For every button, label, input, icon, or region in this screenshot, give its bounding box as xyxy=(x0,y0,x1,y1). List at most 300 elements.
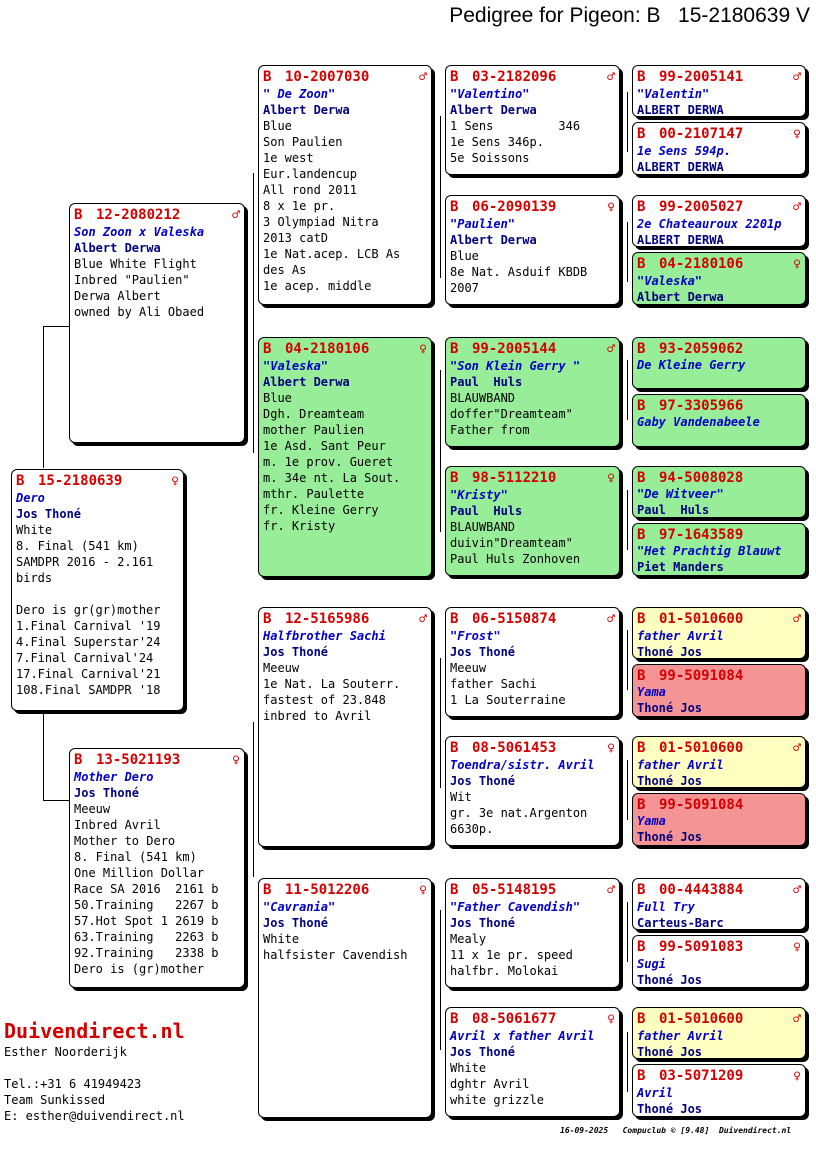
ring-number: 04-2180106 xyxy=(659,256,744,272)
pedigree-note: Wit xyxy=(450,790,472,804)
connector-line xyxy=(627,760,628,820)
country-prefix: B xyxy=(637,69,646,85)
pedigree-note: 11 x 1e pr. speed xyxy=(450,948,573,962)
pedigree-note: 7.Final Carnival'24 xyxy=(16,651,154,665)
pedigree-note: 4.Final Superstar'24 xyxy=(16,635,161,649)
connector-line xyxy=(440,658,441,788)
ring-number: 11-5012206 xyxy=(285,882,370,898)
card-header xyxy=(637,199,801,216)
card-header xyxy=(637,882,801,899)
pedigree-note: 1e Asd. Sant Peur xyxy=(263,439,386,453)
country-prefix: B xyxy=(450,1011,459,1027)
pedigree-note: 50.Training 2267 b xyxy=(74,898,219,912)
pigeon-name: Full Try xyxy=(637,900,695,914)
footer-line xyxy=(4,1060,185,1076)
connector-line xyxy=(43,710,44,800)
ring-number: 01-5010600 xyxy=(659,1011,744,1027)
pigeon-card-g10[interactable] xyxy=(632,664,806,717)
pedigree-note: inbred to Avril xyxy=(263,709,372,723)
pedigree-note: fastest of 23.848 xyxy=(263,693,386,707)
pigeon-card-fmm[interactable] xyxy=(445,466,620,576)
country-prefix: B xyxy=(637,611,646,627)
card-header xyxy=(74,752,240,769)
owner-name: Thoné Jos xyxy=(637,1102,703,1116)
ring-number: 00-2107147 xyxy=(659,126,744,142)
pedigree-note: 1 La Souterraine xyxy=(450,693,566,707)
country-prefix: B xyxy=(637,126,646,142)
ring-number: 97-3305966 xyxy=(659,398,744,414)
female-icon: ♀ xyxy=(419,883,427,898)
card-header xyxy=(637,398,801,414)
ring-number: 99-5091083 xyxy=(659,939,744,955)
ring-number: 12-2080212 xyxy=(96,207,181,223)
pigeon-name: Toendra/sistr. Avril xyxy=(450,758,595,772)
pedigree-note: Inbred Avril xyxy=(74,818,161,832)
pedigree-note: Dero is (gr)mother xyxy=(74,962,205,976)
pigeon-name: "Father Cavendish" xyxy=(450,900,581,914)
pigeon-name: "Het Prachtig Blauwt xyxy=(637,544,782,558)
pedigree-note: des As xyxy=(263,263,307,277)
pedigree-note: 5e Soissons xyxy=(450,151,530,165)
pigeon-name: Mother Dero xyxy=(74,770,154,784)
pedigree-note: 2013 catD xyxy=(263,231,329,245)
female-icon: ♀ xyxy=(607,1012,615,1027)
country-prefix: B xyxy=(637,256,646,272)
male-icon: ♂ xyxy=(607,342,615,357)
pedigree-note: 1e Nat. La Souterr. xyxy=(263,677,401,691)
pigeon-card-mother[interactable] xyxy=(69,748,245,988)
female-icon: ♀ xyxy=(793,1069,801,1084)
ring-number: 99-2005141 xyxy=(659,69,744,85)
pedigree-note: Blue xyxy=(450,249,479,263)
owner-name: Jos Thoné xyxy=(74,786,140,800)
pigeon-name: Avril x father Avril xyxy=(450,1029,595,1043)
owner-name: Paul Huls xyxy=(450,504,523,518)
male-icon: ♂ xyxy=(607,70,615,85)
pedigree-note: White xyxy=(16,523,53,537)
male-icon: ♂ xyxy=(232,208,240,223)
owner-name: Jos Thoné xyxy=(450,916,516,930)
pedigree-note: BLAUWBAND xyxy=(450,520,516,534)
pedigree-note: 92.Training 2338 b xyxy=(74,946,219,960)
country-prefix: B xyxy=(450,470,459,486)
card-header xyxy=(450,740,615,757)
card-header xyxy=(637,1011,801,1028)
pedigree-note: Blue xyxy=(263,391,292,405)
ring-number: 15-2180639 xyxy=(38,473,123,489)
footer-contact xyxy=(4,1018,185,1124)
country-prefix: B xyxy=(450,611,459,627)
connector-line xyxy=(627,222,628,282)
pedigree-note: gr. 3e nat.Argenton xyxy=(450,806,588,820)
female-icon: ♀ xyxy=(171,474,179,489)
brand-name[interactable]: Duivendirect.nl xyxy=(4,1019,185,1043)
pedigree-note: Blue xyxy=(263,119,292,133)
country-prefix: B xyxy=(637,882,646,898)
ring-number: 99-5091084 xyxy=(659,797,744,813)
pedigree-note: Mealy xyxy=(450,932,487,946)
pedigree-note: White xyxy=(450,1061,487,1075)
page-title: Pedigree for Pigeon: B 15-2180639 V xyxy=(449,4,810,27)
card-header xyxy=(637,341,801,357)
pigeon-name: De Kleine Gerry xyxy=(637,358,746,372)
pigeon-name: "Frost" xyxy=(450,629,501,643)
pedigree-note: Paul Huls Zonhoven xyxy=(450,552,581,566)
connector-line xyxy=(43,326,69,327)
pedigree-note: Father from xyxy=(450,423,530,437)
ring-number: 06-2090139 xyxy=(472,199,557,215)
male-icon: ♂ xyxy=(793,70,801,85)
pedigree-note: Meeuw xyxy=(450,661,487,675)
pigeon-card-fff[interactable] xyxy=(445,65,620,175)
print-stamp: 16-09-2025 Compuclub © [9.48] Duivendirect.nl xyxy=(560,1126,792,1135)
owner-name: Albert Derwa xyxy=(450,103,537,117)
country-prefix: B xyxy=(74,207,83,223)
pigeon-name: "Valeska" xyxy=(637,274,703,288)
pigeon-name: "Kristy" xyxy=(450,488,508,502)
pedigree-note: Son Paulien xyxy=(263,135,343,149)
female-icon: ♀ xyxy=(607,471,615,486)
pedigree-note: 17.Final Carnival'21 xyxy=(16,667,161,681)
pedigree-note: All rond 2011 xyxy=(263,183,357,197)
pedigree-note: 1e west xyxy=(263,151,314,165)
pedigree-note: Inbred "Paulien" xyxy=(74,273,190,287)
female-icon: ♀ xyxy=(419,342,427,357)
ring-number: 94-5008028 xyxy=(659,470,744,486)
pigeon-card-g1[interactable] xyxy=(632,65,806,117)
connector-line xyxy=(627,92,628,152)
pigeon-name: 2e Chateauroux 2201p xyxy=(637,217,782,231)
country-prefix: B xyxy=(637,398,646,414)
male-icon: ♂ xyxy=(793,200,801,215)
pedigree-note: dghtr Avril xyxy=(450,1077,530,1091)
country-prefix: B xyxy=(637,797,646,813)
pedigree-note: mother Paulien xyxy=(263,423,365,437)
country-prefix: B xyxy=(263,611,272,627)
connector-line xyxy=(43,326,44,468)
pigeon-card-g4[interactable] xyxy=(632,252,806,305)
pedigree-note: 57.Hot Spot 1 2619 b xyxy=(74,914,219,928)
female-icon: ♀ xyxy=(607,200,615,215)
owner-name: Paul Huls xyxy=(450,375,523,389)
ring-number: 97-1643589 xyxy=(659,527,744,543)
pedigree-note: mthr. Paulette xyxy=(263,487,365,501)
ring-number: 99-2005027 xyxy=(659,199,744,215)
female-icon: ♀ xyxy=(232,753,240,768)
pigeon-card-mf[interactable] xyxy=(258,607,432,847)
owner-name: Jos Thoné xyxy=(450,645,516,659)
country-prefix: B xyxy=(637,1011,646,1027)
pigeon-name: " De Zoon" xyxy=(263,87,336,101)
pigeon-card-g9[interactable] xyxy=(632,607,806,659)
connector-line xyxy=(627,902,628,962)
pedigree-note: Mother to Dero xyxy=(74,834,176,848)
pedigree-note xyxy=(16,586,179,602)
owner-name: Albert Derwa xyxy=(637,290,724,304)
pedigree-note: Meeuw xyxy=(263,661,300,675)
male-icon: ♂ xyxy=(793,1012,801,1027)
footer-line: Esther Noorderijk xyxy=(4,1045,127,1059)
pigeon-name: "Valentino" xyxy=(450,87,530,101)
country-prefix: B xyxy=(450,69,459,85)
country-prefix: B xyxy=(637,199,646,215)
connector-line xyxy=(440,116,441,278)
pigeon-card-g13[interactable] xyxy=(632,878,806,930)
ring-number: 99-2005144 xyxy=(472,341,557,357)
pigeon-name: Sugi xyxy=(637,957,666,971)
pedigree-note: father Sachi xyxy=(450,677,537,691)
owner-name: Jos Thoné xyxy=(263,645,329,659)
card-header xyxy=(450,470,615,487)
card-header xyxy=(637,69,801,86)
pigeon-name: "Son Klein Gerry " xyxy=(450,359,581,373)
pedigree-note: white grizzle xyxy=(450,1093,544,1107)
footer-line: Tel.:+31 6 41949423 xyxy=(4,1077,142,1091)
connector-line xyxy=(440,910,441,1050)
card-header xyxy=(637,126,801,143)
country-prefix: B xyxy=(637,740,646,756)
connector-line xyxy=(253,722,254,877)
owner-name: Thoné Jos xyxy=(637,645,703,659)
pigeon-name: "Valentin" xyxy=(637,87,710,101)
pigeon-name: "Cavrania" xyxy=(263,900,336,914)
pigeon-card-ffm[interactable] xyxy=(445,195,620,305)
pedigree-note: 63.Training 2263 b xyxy=(74,930,219,944)
pigeon-name: Halfbrother Sachi xyxy=(263,629,386,643)
connector-line xyxy=(253,173,254,453)
card-header xyxy=(16,473,179,490)
pigeon-name: Gaby Vandenabeele xyxy=(637,415,760,429)
pedigree-note: halfbr. Molokai xyxy=(450,964,559,978)
owner-name: Jos Thoné xyxy=(450,774,516,788)
pigeon-name: Yama xyxy=(637,685,666,699)
country-prefix: B xyxy=(263,69,272,85)
card-header xyxy=(637,1068,801,1085)
ring-number: 01-5010600 xyxy=(659,611,744,627)
pigeon-card-g15[interactable] xyxy=(632,1007,806,1059)
card-header xyxy=(637,939,801,956)
country-prefix: B xyxy=(637,341,646,357)
pigeon-card-mm[interactable] xyxy=(258,878,432,1118)
pigeon-card-subject[interactable] xyxy=(11,469,184,711)
pedigree-note: duivin"Dreamteam" xyxy=(450,536,573,550)
ring-number: 08-5061677 xyxy=(472,1011,557,1027)
card-header xyxy=(637,256,801,273)
pedigree-note: 8 x 1e pr. xyxy=(263,199,336,213)
pigeon-card-fmf[interactable] xyxy=(445,337,620,447)
male-icon: ♂ xyxy=(793,883,801,898)
pedigree-note: 1e Sens 346p. xyxy=(450,135,544,149)
card-header xyxy=(637,797,801,813)
pigeon-card-g6[interactable] xyxy=(632,394,806,447)
country-prefix: B xyxy=(637,668,646,684)
pigeon-name: 1e Sens 594p. xyxy=(637,144,731,158)
pigeon-card-ff[interactable] xyxy=(258,65,432,305)
pedigree-note: Dgh. Dreamteam xyxy=(263,407,365,421)
pedigree-note: Meeuw xyxy=(74,802,111,816)
male-icon: ♂ xyxy=(793,612,801,627)
pigeon-card-g16[interactable] xyxy=(632,1064,806,1117)
pedigree-note: 6630p. xyxy=(450,822,494,836)
pigeon-card-g2[interactable] xyxy=(632,122,806,175)
ring-number: 04-2180106 xyxy=(285,341,370,357)
country-prefix: B xyxy=(637,470,646,486)
pigeon-name: "Valeska" xyxy=(263,359,329,373)
pigeon-card-mmf[interactable] xyxy=(445,878,620,988)
male-icon: ♂ xyxy=(419,612,427,627)
pedigree-note: White xyxy=(263,932,300,946)
ring-number: 06-5150874 xyxy=(472,611,557,627)
pigeon-card-g14[interactable] xyxy=(632,935,806,988)
country-prefix: B xyxy=(16,473,25,489)
owner-name: ALBERT DERWA xyxy=(637,160,724,174)
pigeon-card-father[interactable] xyxy=(69,203,245,443)
pedigree-note: m. 34e nt. La Sout. xyxy=(263,471,401,485)
pigeon-card-g12[interactable] xyxy=(632,793,806,846)
owner-name: Thoné Jos xyxy=(637,1045,703,1059)
pedigree-note: fr. Kleine Gerry xyxy=(263,503,379,517)
card-header xyxy=(450,69,615,86)
pedigree-note: fr. Kristy xyxy=(263,519,336,533)
male-icon: ♂ xyxy=(607,883,615,898)
ring-number: 03-2182096 xyxy=(472,69,557,85)
pedigree-note: BLAUWBAND xyxy=(450,391,516,405)
card-header xyxy=(263,69,427,86)
female-icon: ♀ xyxy=(607,741,615,756)
pigeon-card-g3[interactable] xyxy=(632,195,806,247)
card-header xyxy=(637,740,801,757)
pedigree-note: m. 1e prov. Gueret xyxy=(263,455,394,469)
pedigree-note: SAMDPR 2016 - 2.161 xyxy=(16,555,154,569)
pedigree-note: Blue White Flight xyxy=(74,257,197,271)
pedigree-note: halfsister Cavendish xyxy=(263,948,408,962)
male-icon: ♂ xyxy=(607,612,615,627)
owner-name: Albert Derwa xyxy=(263,375,350,389)
pigeon-name: "De Witveer" xyxy=(637,487,724,501)
card-header xyxy=(637,668,801,684)
owner-name: ALBERT DERWA xyxy=(637,103,724,117)
footer-line: Team Sunkissed xyxy=(4,1093,106,1107)
connector-line xyxy=(627,360,628,420)
card-header xyxy=(74,207,240,224)
connector-line xyxy=(627,490,628,550)
owner-name: Albert Derwa xyxy=(450,233,537,247)
connector-line xyxy=(627,1032,628,1092)
country-prefix: B xyxy=(263,882,272,898)
owner-name: Carteus-Barc xyxy=(637,916,724,930)
pigeon-card-g5[interactable] xyxy=(632,337,806,389)
ring-number: 08-5061453 xyxy=(472,740,557,756)
pedigree-note: Eur.landencup xyxy=(263,167,357,181)
country-prefix: B xyxy=(263,341,272,357)
card-header xyxy=(450,199,615,216)
card-header xyxy=(263,341,427,358)
pedigree-note: 8. Final (541 km) xyxy=(74,850,197,864)
country-prefix: B xyxy=(450,882,459,898)
country-prefix: B xyxy=(450,341,459,357)
pigeon-name: Avril xyxy=(637,1086,674,1100)
pigeon-name: Yama xyxy=(637,814,666,828)
pedigree-note: 1 Sens 346 xyxy=(450,119,581,133)
owner-name: Jos Thoné xyxy=(450,1045,516,1059)
pigeon-name: father Avril xyxy=(637,629,724,643)
country-prefix: B xyxy=(637,527,646,543)
pedigree-note: One Million Dollar xyxy=(74,866,205,880)
card-header xyxy=(450,882,615,899)
pigeon-card-g11[interactable] xyxy=(632,736,806,788)
pedigree-note: 2007 xyxy=(450,281,479,295)
card-header xyxy=(263,611,427,628)
owner-name: Jos Thoné xyxy=(263,916,329,930)
owner-name: Piet Manders xyxy=(637,560,724,574)
card-header xyxy=(637,611,801,628)
pigeon-card-mmm[interactable] xyxy=(445,1007,620,1117)
pedigree-note: 3 Olympiad Nitra xyxy=(263,215,379,229)
pigeon-card-g7[interactable] xyxy=(632,466,806,518)
card-header xyxy=(637,527,801,543)
card-header xyxy=(450,341,615,358)
owner-name: Paul Huls xyxy=(637,503,710,517)
ring-number: 05-5148195 xyxy=(472,882,557,898)
pedigree-note: Race SA 2016 2161 b xyxy=(74,882,219,896)
country-prefix: B xyxy=(450,199,459,215)
female-icon: ♀ xyxy=(793,127,801,142)
pigeon-card-mfm[interactable] xyxy=(445,736,620,846)
pigeon-name: "Paulien" xyxy=(450,217,516,231)
ring-number: 03-5071209 xyxy=(659,1068,744,1084)
pigeon-card-g8[interactable] xyxy=(632,523,806,576)
ring-number: 00-4443884 xyxy=(659,882,744,898)
owner-name: Albert Derwa xyxy=(263,103,350,117)
owner-name: Thoné Jos xyxy=(637,774,703,788)
connector-line xyxy=(43,800,69,801)
ring-number: 98-5112210 xyxy=(472,470,557,486)
female-icon: ♀ xyxy=(793,257,801,272)
female-icon: ♀ xyxy=(793,940,801,955)
pigeon-name: Son Zoon x Valeska xyxy=(74,225,205,239)
owner-name: Jos Thoné xyxy=(16,507,82,521)
owner-name: Thoné Jos xyxy=(637,973,703,987)
owner-name: Albert Derwa xyxy=(74,241,161,255)
pigeon-name: father Avril xyxy=(637,1029,724,1043)
ring-number: 13-5021193 xyxy=(96,752,181,768)
owner-name: Thoné Jos xyxy=(637,701,703,715)
footer-line[interactable]: E: esther@duivendirect.nl xyxy=(4,1109,185,1123)
pigeon-card-mff[interactable] xyxy=(445,607,620,717)
card-header xyxy=(450,1011,615,1028)
country-prefix: B xyxy=(637,939,646,955)
ring-number: 01-5010600 xyxy=(659,740,744,756)
card-header xyxy=(263,882,427,899)
pigeon-name: Dero xyxy=(16,491,45,505)
pedigree-note: 1e Nat.acep. LCB As xyxy=(263,247,401,261)
connector-line xyxy=(627,630,628,690)
country-prefix: B xyxy=(637,1068,646,1084)
country-prefix: B xyxy=(74,752,83,768)
pedigree-note: 8e Nat. Asduif KBDB xyxy=(450,265,588,279)
pedigree-note: doffer"Dreamteam" xyxy=(450,407,573,421)
pigeon-card-fm[interactable] xyxy=(258,337,432,577)
country-prefix: B xyxy=(450,740,459,756)
pedigree-note: Dero is gr(gr)mother xyxy=(16,603,161,617)
male-icon: ♂ xyxy=(419,70,427,85)
owner-name: ALBERT DERWA xyxy=(637,233,724,247)
ring-number: 93-2059062 xyxy=(659,341,744,357)
pedigree-note: owned by Ali Obaed xyxy=(74,305,205,319)
pedigree-note: 108.Final SAMDPR '18 xyxy=(16,683,161,697)
pedigree-note: 8. Final (541 km) xyxy=(16,539,139,553)
card-header xyxy=(637,470,801,486)
